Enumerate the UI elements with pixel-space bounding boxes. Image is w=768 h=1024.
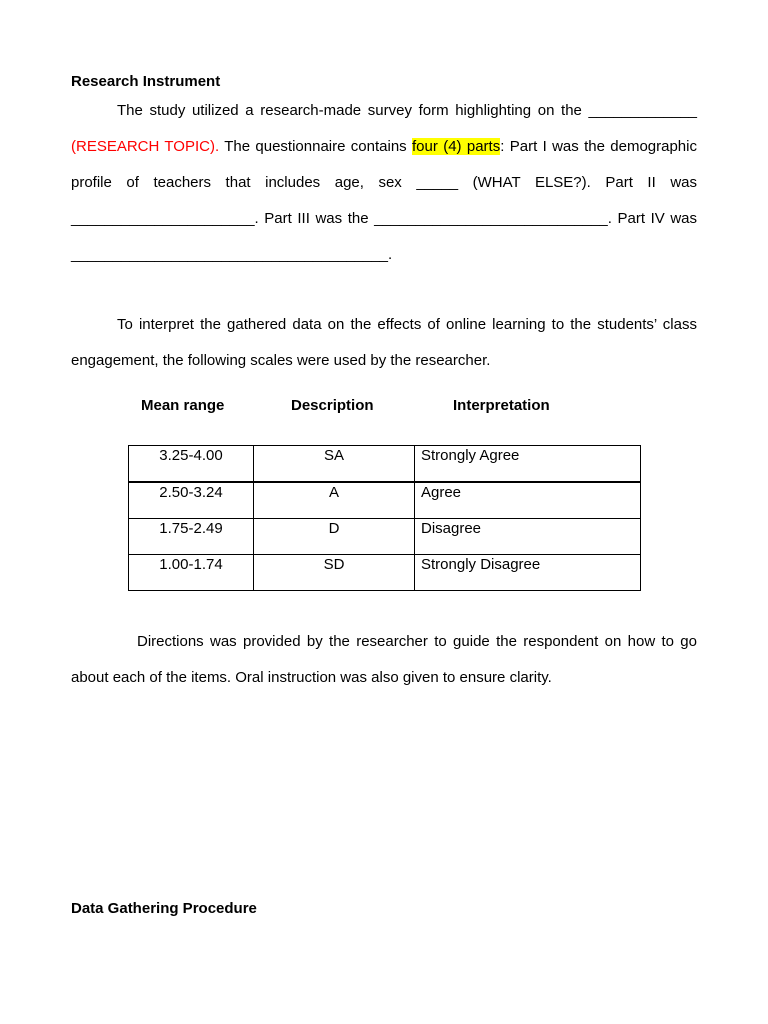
interpretation-cell: Strongly Agree: [415, 446, 641, 483]
interpretation-cell: Disagree: [415, 519, 641, 555]
research-instrument-paragraph-1: [71, 93, 697, 273]
table-row: [129, 519, 641, 555]
description-cell: A: [254, 482, 415, 519]
research-instrument-paragraph-3: [71, 624, 697, 696]
p1-text-5: : Part I was the demographic profile of teachers that includes age, sex _____ (WHAT ELSE?). Part II was ______________________. Part III was the ____________________________. Part IV was ______________________________________.: [71, 138, 697, 263]
scale-table: [128, 445, 641, 591]
p1-text-1: The study utilized a research-made survey form highlighting on the _____________: [117, 102, 697, 119]
table-row: [129, 482, 641, 519]
description-cell: SD: [254, 555, 415, 591]
research-topic-placeholder: (RESEARCH TOPIC).: [71, 138, 220, 155]
p2-text: To interpret the gathered data on the effects of online learning to the students’ class engagement, the following scales were used by the researcher.: [71, 316, 697, 369]
interpretation-cell: Agree: [415, 482, 641, 519]
header-description: Description: [291, 397, 374, 414]
research-instrument-paragraph-2: [71, 307, 697, 379]
data-gathering-heading: Data Gathering Procedure: [71, 900, 257, 917]
header-mean-range: Mean range: [141, 397, 225, 414]
mean-range-cell: 1.00-1.74: [129, 555, 254, 591]
p3-text: Directions was provided by the researcher to guide the respondent on how to go about each of the items. Oral instruction was also given to ensure clarity.: [71, 633, 697, 686]
research-instrument-heading: Research Instrument: [71, 73, 221, 90]
description-cell: SA: [254, 446, 415, 483]
header-interpretation: Interpretation: [453, 397, 550, 414]
interpretation-cell: Strongly Disagree: [415, 555, 641, 591]
scale-headers: [0, 397, 768, 417]
mean-range-cell: 2.50-3.24: [129, 482, 254, 519]
mean-range-cell: 3.25-4.00: [129, 446, 254, 483]
table-row: [129, 555, 641, 591]
table-row: [129, 446, 641, 483]
p1-text-3: The questionnaire contains: [224, 138, 407, 155]
highlighted-four-parts: four (4) parts: [412, 138, 501, 155]
mean-range-cell: 1.75-2.49: [129, 519, 254, 555]
description-cell: D: [254, 519, 415, 555]
